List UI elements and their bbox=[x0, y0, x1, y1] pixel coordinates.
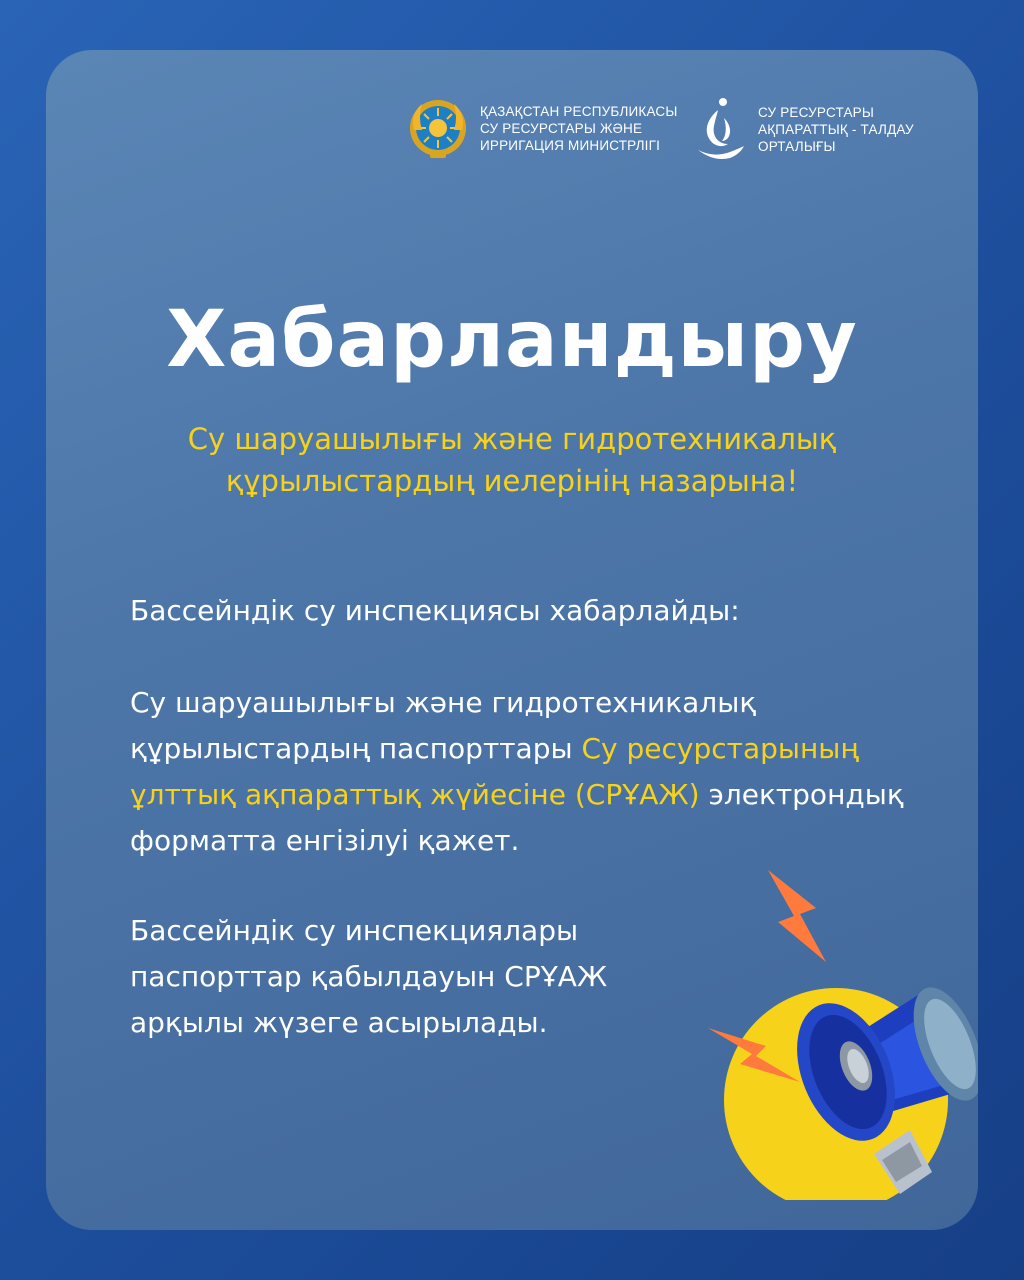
highlight-text: Су ресурстарының bbox=[581, 732, 859, 765]
center-name: СУ РЕСУРСТАРЫ АҚПАРАТТЫҚ - ТАЛДАУ ОРТАЛЫҒЫ bbox=[758, 104, 914, 154]
paragraph-line: паспорттар қабылдауын СРҰАЖ bbox=[130, 960, 608, 993]
paragraph-line: форматта енгізілуі қажет. bbox=[130, 824, 520, 857]
paragraph-line: Су шаруашылығы және гидротехникалық bbox=[130, 686, 757, 719]
megaphone-icon bbox=[696, 860, 978, 1200]
paragraph-text: құрылыстардың паспорттары bbox=[130, 732, 582, 765]
ministry-logo bbox=[408, 96, 677, 160]
paragraph-inspections bbox=[130, 908, 607, 1046]
intro-text: Бассейндік су инспекциясы хабарлайды: bbox=[130, 594, 740, 627]
water-drop-hand-icon bbox=[696, 96, 746, 162]
announcement-title: Хабарландыру bbox=[166, 295, 858, 385]
paragraph-text: электрондық bbox=[699, 778, 904, 811]
highlight-text: ұлттық ақпараттық жүйесіне (СРҰАЖ) bbox=[130, 778, 700, 811]
paragraph-line bbox=[130, 726, 904, 772]
paragraph-line: арқылы жүзеге асырылады. bbox=[130, 1006, 548, 1039]
paragraph-line: Бассейндік су инспекциялары bbox=[130, 914, 579, 947]
center-logo bbox=[696, 96, 914, 162]
paragraph-line bbox=[130, 772, 904, 818]
state-emblem-icon bbox=[408, 96, 468, 160]
announcement-card bbox=[46, 50, 978, 1230]
subtitle-line: Су шаруашылығы және гидротехникалық bbox=[187, 422, 837, 456]
announcement-subtitle bbox=[46, 418, 978, 502]
paragraph-passports bbox=[130, 680, 904, 864]
subtitle-line: құрылыстардың иелерінің назарына! bbox=[225, 464, 799, 498]
ministry-name: ҚАЗАҚСТАН РЕСПУБЛИКАСЫ СУ РЕСУРСТАРЫ ЖӘНЕ ИРРИГАЦИЯ МИНИСТРЛІГІ bbox=[480, 103, 678, 153]
